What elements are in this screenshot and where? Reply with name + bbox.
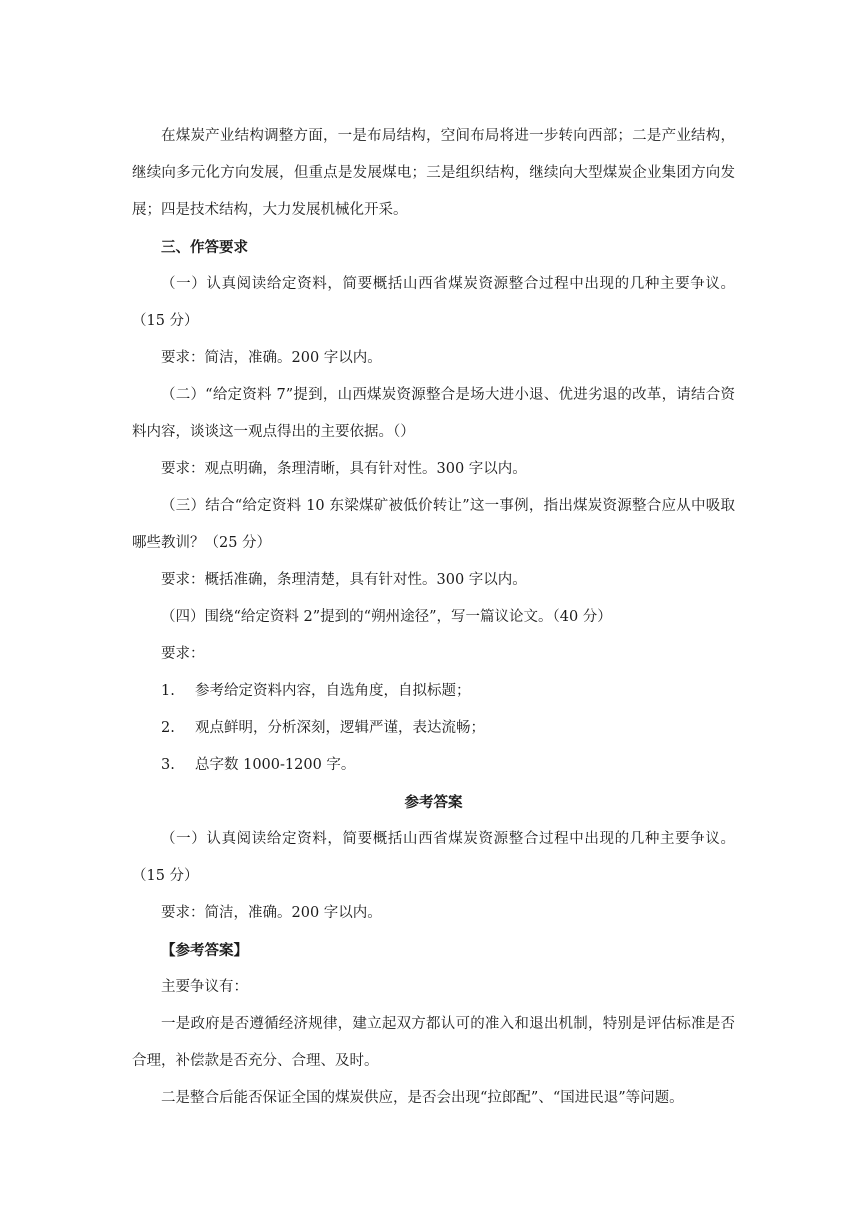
document-body <box>132 118 735 1117</box>
answer-question-1-requirement: 要求：简洁，准确。200 字以内。 <box>161 905 382 921</box>
answer-question-1: （一）认真阅读给定资料，简要概括山西省煤炭资源整合过程中出现的几种主要争议。（15 分） <box>132 831 735 884</box>
question-4: （四）围绕“给定资料 2”提到的“朔州途径”，写一篇议论文。（40 分） <box>161 609 612 625</box>
paragraph-industry-structure: 在煤炭产业结构调整方面，一是布局结构，空间布局将进一步转向西部；二是产业结构，继续向多元化方向发展，但重点是发展煤电；三是组织结构，继续向大型煤炭企业集团方向发展；四是技术结构，大力发展机械化开采。 <box>132 128 735 218</box>
question-4-requirement: 要求： <box>161 646 205 662</box>
dispute-2: 二是整合后能否保证全国的煤炭供应，是否会出现“拉郎配”、“国进民退”等问题。 <box>161 1090 684 1106</box>
section-heading-requirements: 三、作答要求 <box>161 239 248 256</box>
dispute-1: 一是政府是否遵循经济规律，建立起双方都认可的准入和退出机制，特别是评估标准是否合理，补偿款是否充分、合理、及时。 <box>132 1016 735 1069</box>
list-item: 3. 总字数 1000-1200 字。 <box>161 757 356 773</box>
question-1: （一）认真阅读给定资料，简要概括山西省煤炭资源整合过程中出现的几种主要争议。（15 分） <box>132 276 735 329</box>
list-item: 1. 参考给定资料内容，自选角度，自拟标题； <box>161 683 471 699</box>
question-2: （二）“给定资料 7”提到，山西煤炭资源整合是场大进小退、优进劣退的改革，请结合资料内容，谈谈这一观点得出的主要依据。（） <box>132 387 735 440</box>
question-3-requirement: 要求：概括准确，条理清楚，具有针对性。300 字以内。 <box>161 572 527 588</box>
answer-section-title: 参考答案 <box>404 794 463 811</box>
reference-answer-label: 【参考答案】 <box>161 942 248 959</box>
main-dispute-intro: 主要争议有： <box>161 979 248 995</box>
list-item: 2. 观点鲜明，分析深刻，逻辑严谨，表达流畅； <box>161 720 485 736</box>
question-3: （三）结合“给定资料 10 东梁煤矿被低价转让”这一事例，指出煤炭资源整合应从中吸取哪些教训？（25 分） <box>132 498 735 551</box>
question-1-requirement: 要求：简洁，准确。200 字以内。 <box>161 350 382 366</box>
question-2-requirement: 要求：观点明确，条理清晰，具有针对性。300 字以内。 <box>161 461 527 477</box>
